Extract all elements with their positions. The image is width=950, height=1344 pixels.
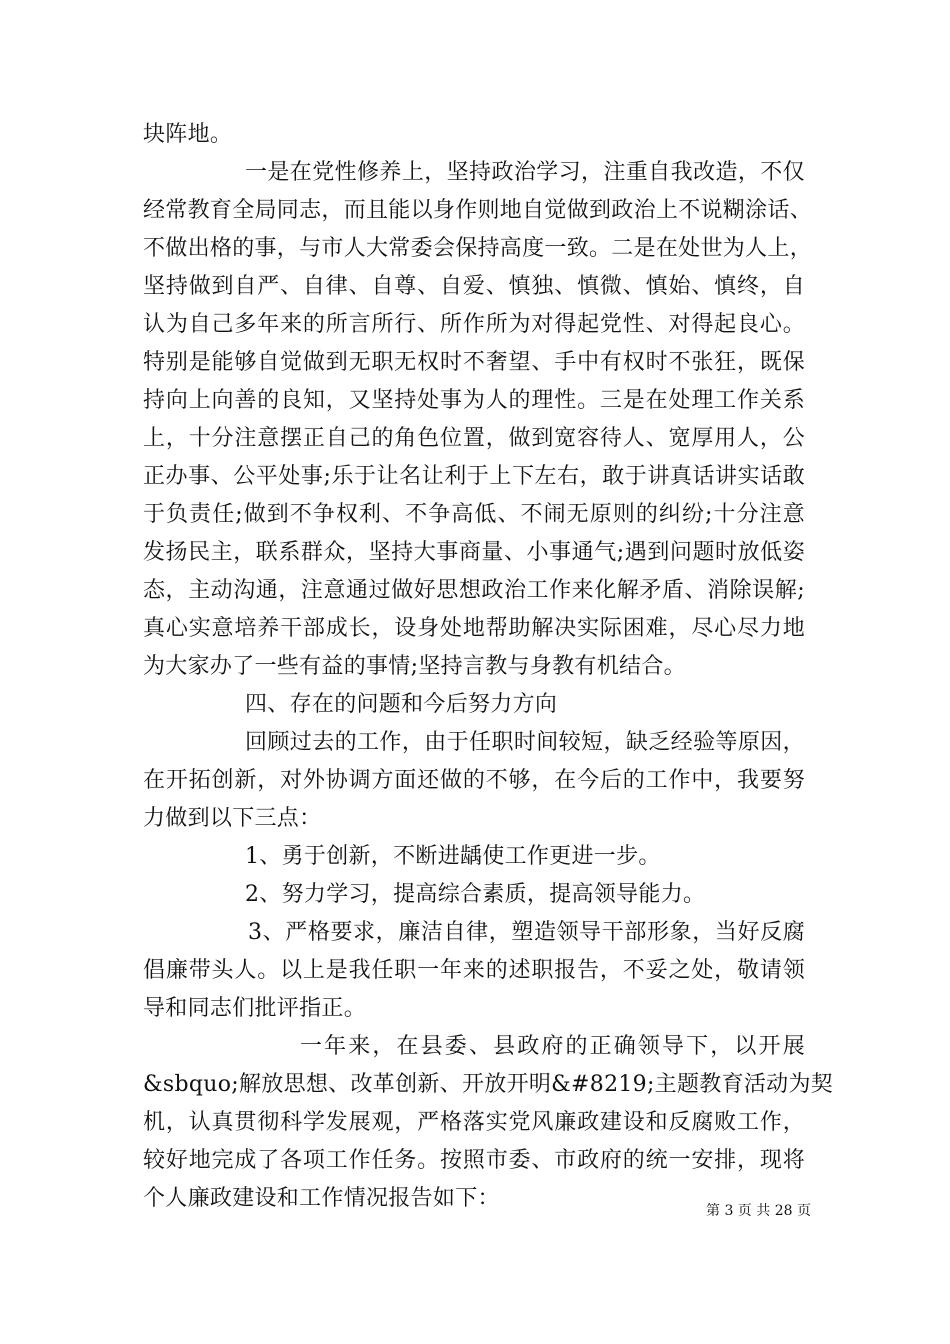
list-item: 3、严格要求，廉洁自律，塑造领导干部形象，当好反腐 <box>248 920 805 945</box>
text-line: 回顾过去的工作，由于任职时间较短，缺乏经验等原因， <box>245 730 805 755</box>
text-line: 在开拓创新，对外协调方面还做的不够，在今后的工作中，我要努 <box>143 768 805 793</box>
text-line: 较好地完成了各项工作任务。按照市委、市政府的统一安排，现将 <box>143 1148 805 1173</box>
page-number: 第 3 页 共 28 页 <box>706 1203 811 1219</box>
text-line: 一是在党性修养上，坚持政治学习，注重自我改造，不仅 <box>245 160 805 185</box>
text-line: 一年来，在县委、县政府的正确领导下，以开展 <box>300 1034 805 1059</box>
text-line: 不做出格的事，与市人大常委会保持高度一致。二是在处世为人上， <box>143 236 813 261</box>
section-heading: 四、存在的问题和今后努力方向 <box>245 692 558 717</box>
text-line: 真心实意培养干部成长，设身处地帮助解决实际困难，尽心尽力地 <box>143 616 805 641</box>
list-item: 2、努力学习，提高综合素质，提高领导能力。 <box>245 882 706 907</box>
text-line: 个人廉政建设和工作情况报告如下： <box>143 1186 500 1211</box>
text-line: 机，认真贯彻科学发展观，严格落实党风廉政建设和反腐败工作， <box>143 1110 805 1135</box>
text-line: 态，主动沟通，注意通过做好思想政治工作来化解矛盾、消除误解; <box>143 578 805 603</box>
text-line: 导和同志们批评指正。 <box>143 996 367 1021</box>
text-line: 经常教育全局同志，而且能以身作则地自觉做到政治上不说糊涂话、 <box>143 198 813 223</box>
text-line: &sbquo;解放思想、改革创新、开放开明&#8219;主题教育活动为契 <box>143 1072 834 1097</box>
text-line: 块阵地。 <box>143 122 233 147</box>
text-line: 于负责任;做到不争权利、不争高低、不闹无原则的纠纷;十分注意 <box>143 502 805 527</box>
text-line: 力做到以下三点： <box>143 806 322 831</box>
text-line: 认为自己多年来的所言所行、所作所为对得起党性、对得起良心。 <box>143 312 805 337</box>
text-line: 特别是能够自觉做到无职无权时不奢望、手中有权时不张狂，既保 <box>143 350 805 375</box>
list-item: 1、勇于创新，不断进龋使工作更进一步。 <box>245 844 661 869</box>
text-line: 为大家办了一些有益的事情;坚持言教与身教有机结合。 <box>143 654 686 679</box>
text-line: 发扬民主，联系群众，坚持大事商量、小事通气;遇到问题时放低姿 <box>143 540 805 565</box>
text-line: 正办事、公平处事;乐于让名让利于上下左右，敢于讲真话讲实话敢 <box>143 464 805 489</box>
text-line: 坚持做到自严、自律、自尊、自爱、慎独、慎微、慎始、慎终，自 <box>143 274 805 299</box>
text-line: 上，十分注意摆正自己的角色位置，做到宽容待人、宽厚用人，公 <box>143 426 805 451</box>
text-line: 倡廉带头人。以上是我任职一年来的述职报告，不妥之处，敬请领 <box>143 958 805 983</box>
text-line: 持向上向善的良知，又坚持处事为人的理性。三是在处理工作关系 <box>143 388 805 413</box>
